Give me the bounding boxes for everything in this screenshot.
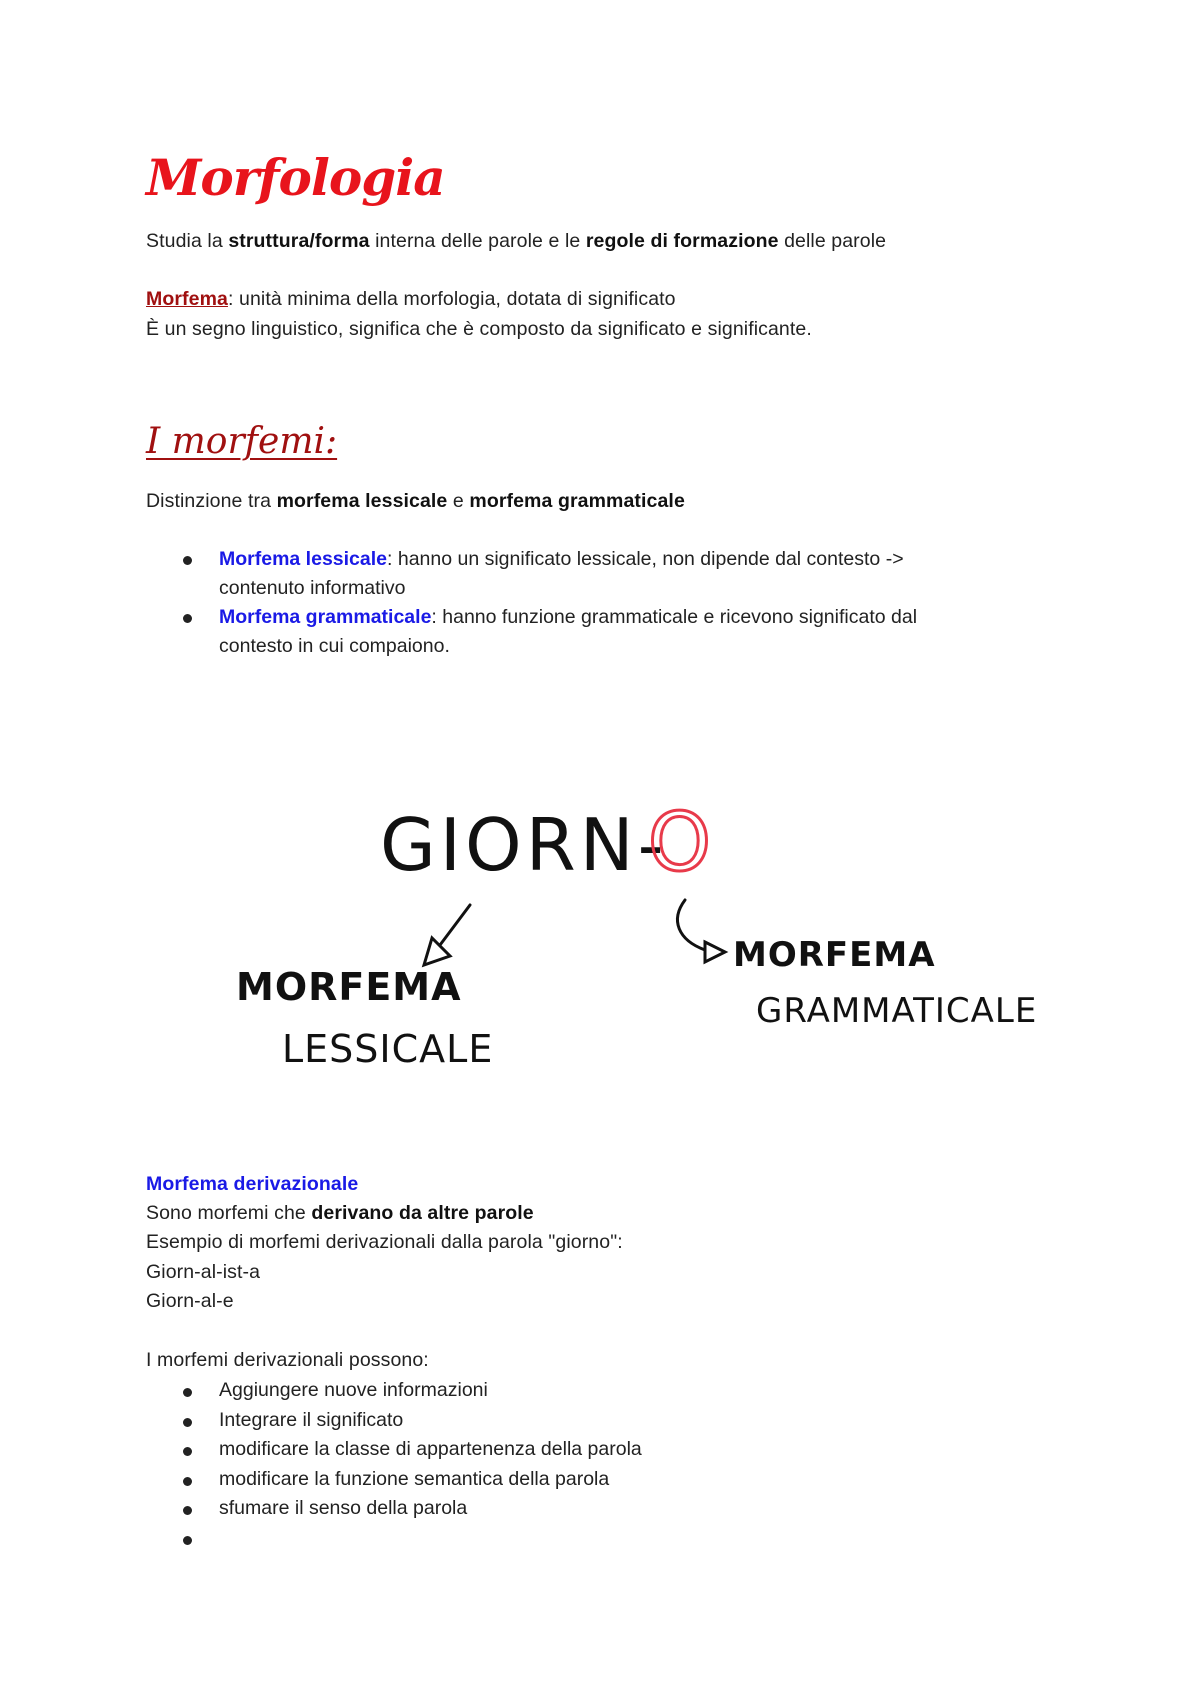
- intro-bold-struttura: struttura/forma: [228, 230, 370, 252]
- bullet-icon: [183, 1536, 192, 1545]
- sketch-label-left-1: MORFEMA: [236, 965, 462, 1009]
- distinzione-bold-grammaticale: morfema grammaticale: [469, 490, 685, 512]
- distinzione-text: Distinzione tra: [146, 490, 277, 512]
- intro-bold-regole: regole di formazione: [585, 230, 779, 252]
- distinzione-bold-lessicale: morfema lessicale: [276, 490, 448, 512]
- sketch-arrowhead-right-icon: [705, 942, 725, 962]
- giorno-sketch-drawing: [200, 770, 1060, 1090]
- sketch-arrow-left-icon: [440, 905, 470, 945]
- sketch-label-right-2: GRAMMATICALE: [756, 991, 1038, 1031]
- page-title: Morfologia: [146, 148, 445, 207]
- bullet-icon: [183, 1418, 192, 1427]
- intro-text: delle parole: [778, 230, 887, 252]
- sketch-arrowhead-left-icon: [424, 938, 450, 965]
- bullet-icon: [183, 1388, 192, 1397]
- derivazionale-bold: derivano da altre parole: [311, 1202, 534, 1224]
- list-item-term: Morfema grammaticale: [219, 606, 432, 628]
- section-heading-morfemi: I morfemi:: [146, 421, 338, 462]
- sketch-label-left-2: LESSICALE: [282, 1027, 494, 1071]
- list-item: sfumare il senso della parola: [219, 1497, 468, 1519]
- intro-text: Studia la: [146, 230, 229, 252]
- list-item-lessicale: [219, 545, 904, 574]
- list-item: Integrare il significato: [219, 1409, 404, 1431]
- bullet-icon: [183, 614, 192, 623]
- distinzione-line: [146, 489, 685, 513]
- bullet-icon: [183, 1506, 192, 1515]
- morfema-definition-text: : unità minima della morfologia, dotata di significato: [227, 288, 676, 310]
- list-item: modificare la classe di appartenenza della parola: [219, 1438, 642, 1460]
- bullet-icon: [183, 1477, 192, 1486]
- sketch-arrow-right-icon: [678, 900, 705, 950]
- morfema-definition: [146, 287, 676, 311]
- derivazionale-text: Sono morfemi che: [146, 1202, 312, 1224]
- derivazionale-example-2: Giorn-al-e: [146, 1290, 234, 1312]
- list-item-grammaticale: [219, 603, 917, 632]
- bullet-icon: [183, 556, 192, 565]
- list-item-continuation: contenuto informativo: [219, 577, 406, 599]
- sketch-ending: O: [648, 796, 711, 889]
- intro-paragraph: [146, 229, 886, 253]
- list-item-text: : hanno funzione grammaticale e ricevono significato dal: [431, 606, 918, 628]
- list-item-text: : hanno un significato lessicale, non dipende dal contesto ->: [387, 548, 904, 570]
- possono-line: I morfemi derivazionali possono:: [146, 1349, 429, 1371]
- list-item-term: Morfema lessicale: [219, 548, 388, 570]
- derivazionale-heading: Morfema derivazionale: [146, 1173, 359, 1195]
- morfema-term: Morfema: [146, 288, 228, 310]
- sketch-word: GIORN-: [380, 803, 668, 887]
- intro-text: interna delle parole e le: [369, 230, 586, 252]
- list-item-continuation: contesto in cui compaiono.: [219, 635, 450, 657]
- sketch-label-right-1: MORFEMA: [733, 935, 936, 975]
- derivazionale-line-1: [146, 1201, 534, 1225]
- morfema-segno-line: È un segno linguistico, significa che è composto da significato e significante.: [146, 318, 812, 340]
- distinzione-text: e: [447, 490, 470, 512]
- derivazionale-line-2: Esempio di morfemi derivazionali dalla parola "giorno":: [146, 1231, 623, 1253]
- list-item: Aggiungere nuove informazioni: [219, 1379, 488, 1401]
- list-item: modificare la funzione semantica della parola: [219, 1468, 610, 1490]
- bullet-icon: [183, 1447, 192, 1456]
- derivazionale-example-1: Giorn-al-ist-a: [146, 1261, 261, 1283]
